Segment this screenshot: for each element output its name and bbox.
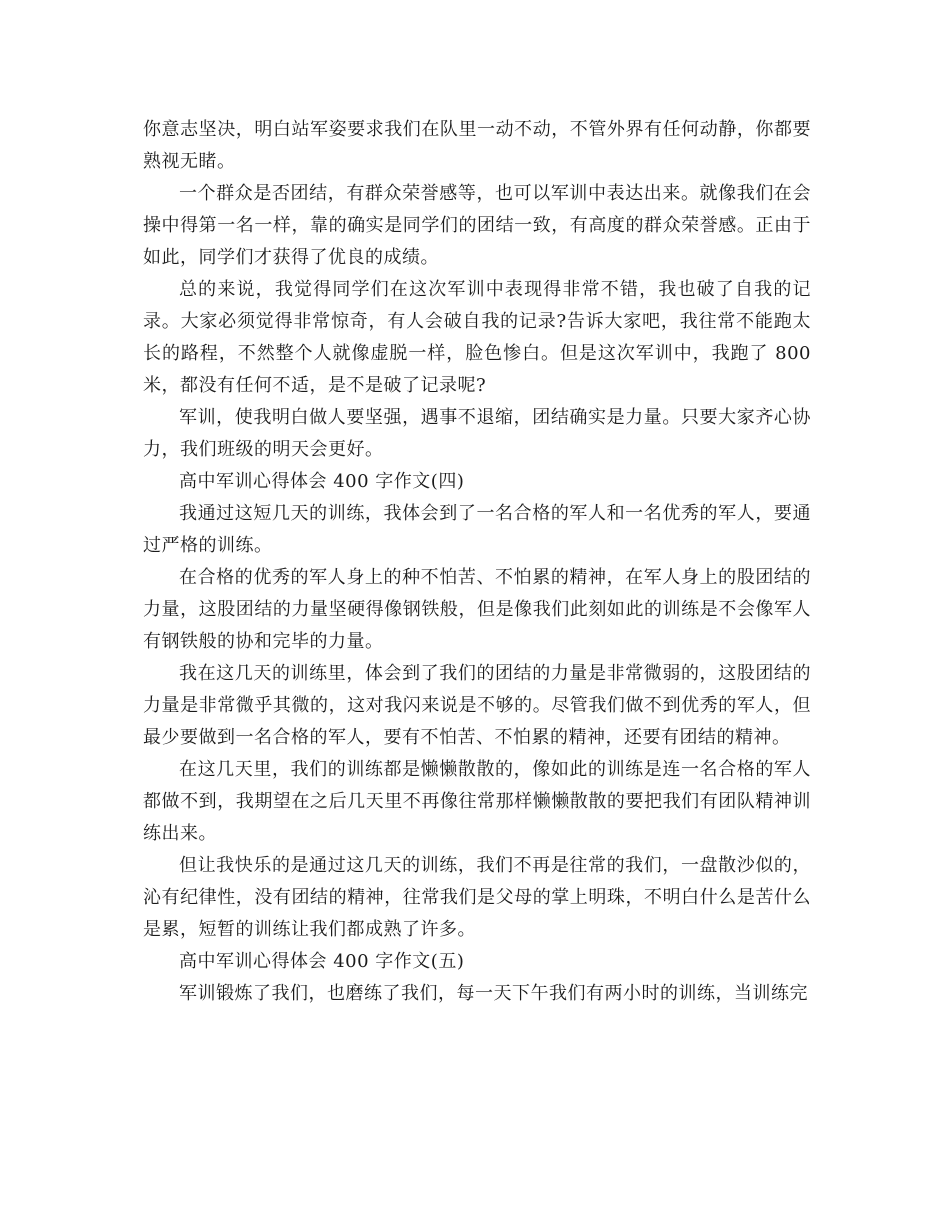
document-body bbox=[143, 114, 811, 1010]
paragraph: 军训锻炼了我们，也磨练了我们，每一天下午我们有两小时的训练，当训练完 bbox=[179, 983, 808, 1004]
paragraph: 军训，使我明白做人要坚强，遇事不退缩，团结确实是力量。只要大家齐心协力，我们班级的明天会更好。 bbox=[143, 407, 811, 460]
paragraph: 我通过这短几天的训练，我体会到了一名合格的军人和一名优秀的军人，要通过严格的训练。 bbox=[143, 503, 811, 556]
section-heading: 高中军训心得体会 400 字作文(四) bbox=[179, 471, 465, 492]
paragraph: 在合格的优秀的军人身上的种不怕苦、不怕累的精神，在军人身上的股团结的力量，这股团结的力量坚硬得像钢铁般，但是像我们此刻如此的训练是不会像军人有钢铁般的协和完毕的力量。 bbox=[143, 567, 811, 652]
paragraph: 一个群众是否团结，有群众荣誉感等，也可以军训中表达出来。就像我们在会操中得第一名一样，靠的确实是同学们的团结一致，有高度的群众荣誉感。正由于如此，同学们才获得了优良的成绩。 bbox=[143, 183, 811, 268]
paragraph: 总的来说，我觉得同学们在这次军训中表现得非常不错，我也破了自我的记录。大家必须觉得非常惊奇，有人会破自我的记录?告诉大家吧，我往常不能跑太长的路程，不然整个人就像虚脱一样，脸色惨白。但是这次军训中，我跑了 800 米，都没有任何不适，是不是破了记录呢? bbox=[143, 279, 811, 396]
paragraph: 在这几天里，我们的训练都是懒懒散散的，像如此的训练是连一名合格的军人都做不到，我期望在之后几天里不再像往常那样懒懒散散的要把我们有团队精神训练出来。 bbox=[143, 759, 811, 844]
paragraph-continuation: 你意志坚决，明白站军姿要求我们在队里一动不动，不管外界有任何动静，你都要熟视无睹。 bbox=[143, 119, 811, 172]
paragraph: 我在这几天的训练里，体会到了我们的团结的力量是非常微弱的，这股团结的力量是非常微乎其微的，这对我闪来说是不够的。尽管我们做不到优秀的军人，但最少要做到一名合格的军人，要有不怕苦、不怕累的精神，还要有团结的精神。 bbox=[143, 663, 811, 748]
section-heading: 高中军训心得体会 400 字作文(五) bbox=[179, 951, 465, 972]
paragraph: 但让我快乐的是通过这几天的训练，我们不再是往常的我们，一盘散沙似的，沁有纪律性，没有团结的精神，往常我们是父母的掌上明珠，不明白什么是苦什么是累，短暂的训练让我们都成熟了许多。 bbox=[143, 855, 811, 940]
